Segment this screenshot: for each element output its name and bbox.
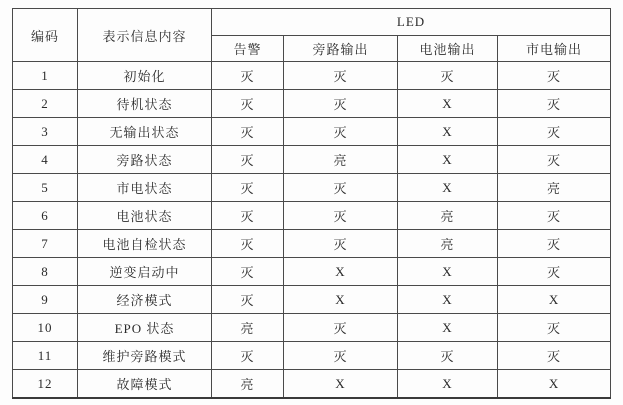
cell-led-bypass: X — [284, 286, 398, 314]
cell-led-alarm: 亮 — [212, 314, 284, 342]
cell-led-mains: 灭 — [498, 258, 611, 286]
cell-code: 4 — [13, 146, 78, 174]
table-row — [13, 258, 611, 286]
cell-led-battery: X — [398, 118, 498, 146]
cell-led-mains: X — [498, 370, 611, 399]
table-row — [13, 146, 611, 174]
cell-led-battery: 灭 — [398, 342, 498, 370]
table-row — [13, 90, 611, 118]
cell-led-alarm: 灭 — [212, 118, 284, 146]
cell-led-battery: X — [398, 370, 498, 399]
cell-code: 10 — [13, 314, 78, 342]
cell-led-battery: X — [398, 174, 498, 202]
cell-code: 3 — [13, 118, 78, 146]
cell-led-alarm: 灭 — [212, 342, 284, 370]
table-row — [13, 286, 611, 314]
table-row — [13, 314, 611, 342]
cell-led-alarm: 灭 — [212, 230, 284, 258]
cell-led-alarm: 灭 — [212, 146, 284, 174]
table-row — [13, 118, 611, 146]
cell-info: 旁路状态 — [78, 146, 212, 174]
cell-led-bypass: 灭 — [284, 62, 398, 90]
cell-info: 电池状态 — [78, 202, 212, 230]
cell-code: 6 — [13, 202, 78, 230]
cell-led-alarm: 灭 — [212, 202, 284, 230]
cell-info: 初始化 — [78, 62, 212, 90]
cell-led-bypass: 灭 — [284, 342, 398, 370]
cell-led-bypass: 灭 — [284, 118, 398, 146]
cell-code: 7 — [13, 230, 78, 258]
cell-led-mains: 灭 — [498, 314, 611, 342]
cell-led-mains: 亮 — [498, 174, 611, 202]
cell-led-battery: 亮 — [398, 230, 498, 258]
cell-led-mains: 灭 — [498, 342, 611, 370]
cell-led-alarm: 亮 — [212, 370, 284, 399]
cell-info: 市电状态 — [78, 174, 212, 202]
cell-led-bypass: 亮 — [284, 146, 398, 174]
header-cell-led-mains-output: 市电输出 — [498, 36, 611, 62]
cell-info: 逆变启动中 — [78, 258, 212, 286]
header-cell-led-bypass-output: 旁路输出 — [284, 36, 398, 62]
cell-code: 8 — [13, 258, 78, 286]
cell-code: 12 — [13, 370, 78, 399]
cell-led-mains: X — [498, 286, 611, 314]
header-cell-led-group: LED — [212, 9, 611, 36]
table-row — [13, 202, 611, 230]
cell-led-mains: 灭 — [498, 202, 611, 230]
cell-led-bypass: 灭 — [284, 202, 398, 230]
cell-led-alarm: 灭 — [212, 286, 284, 314]
cell-led-bypass: X — [284, 258, 398, 286]
cell-led-battery: X — [398, 286, 498, 314]
header-row-top — [13, 9, 611, 36]
cell-led-battery: 亮 — [398, 202, 498, 230]
table-row — [13, 342, 611, 370]
cell-info: 无输出状态 — [78, 118, 212, 146]
cell-led-battery: X — [398, 146, 498, 174]
cell-info: EPO 状态 — [78, 314, 212, 342]
cell-led-alarm: 灭 — [212, 90, 284, 118]
cell-led-alarm: 灭 — [212, 62, 284, 90]
header-cell-info: 表示信息内容 — [78, 9, 212, 62]
table-row — [13, 62, 611, 90]
cell-code: 1 — [13, 62, 78, 90]
cell-info: 故障模式 — [78, 370, 212, 399]
cell-led-bypass: 灭 — [284, 90, 398, 118]
cell-info: 待机状态 — [78, 90, 212, 118]
cell-led-bypass: X — [284, 370, 398, 399]
header-cell-led-alarm: 告警 — [212, 36, 284, 62]
cell-info: 维护旁路模式 — [78, 342, 212, 370]
cell-info: 电池自检状态 — [78, 230, 212, 258]
table-row — [13, 174, 611, 202]
cell-code: 2 — [13, 90, 78, 118]
cell-led-mains: 灭 — [498, 118, 611, 146]
cell-info: 经济模式 — [78, 286, 212, 314]
header-cell-code: 编码 — [13, 9, 78, 62]
cell-led-battery: X — [398, 314, 498, 342]
cell-led-bypass: 灭 — [284, 230, 398, 258]
cell-led-bypass: 灭 — [284, 174, 398, 202]
cell-led-mains: 灭 — [498, 62, 611, 90]
cell-led-bypass: 灭 — [284, 314, 398, 342]
cell-code: 5 — [13, 174, 78, 202]
cell-led-mains: 灭 — [498, 146, 611, 174]
cell-code: 9 — [13, 286, 78, 314]
cell-led-mains: 灭 — [498, 230, 611, 258]
cell-led-alarm: 灭 — [212, 174, 284, 202]
header-cell-led-battery-output: 电池输出 — [398, 36, 498, 62]
table-row — [13, 370, 611, 399]
table-row — [13, 230, 611, 258]
cell-led-battery: X — [398, 258, 498, 286]
cell-led-battery: X — [398, 90, 498, 118]
cell-led-mains: 灭 — [498, 90, 611, 118]
cell-led-battery: 灭 — [398, 62, 498, 90]
cell-code: 11 — [13, 342, 78, 370]
cell-led-alarm: 灭 — [212, 258, 284, 286]
led-status-table — [12, 8, 611, 399]
